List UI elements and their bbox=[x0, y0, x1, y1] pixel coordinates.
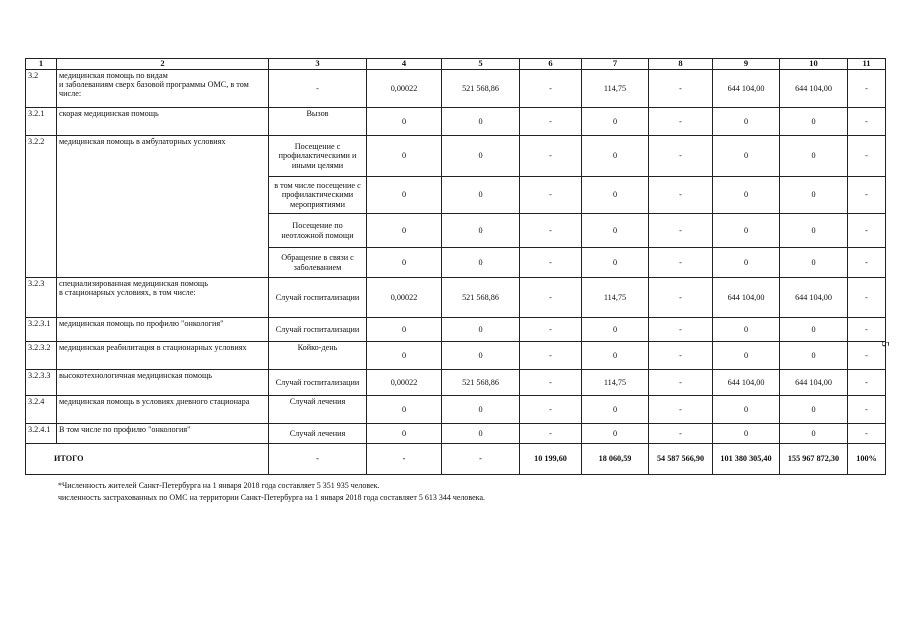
column-header: 7 bbox=[582, 59, 649, 70]
cell: 0 bbox=[713, 108, 780, 136]
cell: 0 bbox=[442, 108, 520, 136]
column-header: 3 bbox=[269, 59, 367, 70]
cell: - bbox=[520, 136, 582, 177]
row-name: медицинская помощь в условиях дневного стационара bbox=[57, 396, 269, 424]
row-code: 3.2 bbox=[26, 70, 57, 108]
row-unit: в том числе посещение с профилактическими мероприятиями bbox=[269, 177, 367, 214]
row-name: В том числе по профилю "онкология" bbox=[57, 424, 269, 444]
row-unit: Случай госпитализации bbox=[269, 278, 367, 318]
cell: 644 104,00 bbox=[780, 70, 848, 108]
cell: - bbox=[649, 214, 713, 248]
cell: 0 bbox=[713, 318, 780, 342]
cell: 0 bbox=[367, 108, 442, 136]
cell: - bbox=[649, 70, 713, 108]
row-code: 3.2.3.2 bbox=[26, 342, 57, 370]
cell: - bbox=[520, 177, 582, 214]
data-table bbox=[25, 58, 886, 475]
cell: 644 104,00 bbox=[780, 278, 848, 318]
cell: 0 bbox=[582, 108, 649, 136]
cell: - bbox=[848, 70, 886, 108]
table-row bbox=[26, 318, 886, 342]
cell: 101 380 305,40 bbox=[713, 444, 780, 475]
cell: - bbox=[520, 248, 582, 278]
cell: 0 bbox=[582, 177, 649, 214]
total-row bbox=[26, 444, 886, 475]
cell: 0 bbox=[582, 214, 649, 248]
cell: - bbox=[442, 444, 520, 475]
footnotes bbox=[58, 480, 485, 503]
cell: 0 bbox=[367, 214, 442, 248]
cell: 521 568,86 bbox=[442, 278, 520, 318]
cell: - bbox=[520, 70, 582, 108]
cell: 644 104,00 bbox=[713, 278, 780, 318]
cell: - bbox=[848, 136, 886, 177]
cell: 0 bbox=[780, 108, 848, 136]
footnote: численность застрахованных по ОМС на территории Санкт-Петербурга на 1 января 2018 года составляет 5 613 344 человека. bbox=[58, 492, 485, 502]
row-unit: Случай госпитализации bbox=[269, 318, 367, 342]
row-name: медицинская помощь по видам и заболеваниям сверх базовой программы ОМС, в том числе: bbox=[57, 70, 269, 108]
row-code: 3.2.4.1 bbox=[26, 424, 57, 444]
cell: 0,00022 bbox=[367, 70, 442, 108]
cell: 18 060,59 bbox=[582, 444, 649, 475]
table-row bbox=[26, 396, 886, 424]
cell: - bbox=[649, 318, 713, 342]
row-unit: Случай госпитализации bbox=[269, 370, 367, 396]
table-row bbox=[26, 108, 886, 136]
cell: 0,00022 bbox=[367, 370, 442, 396]
cell: - bbox=[649, 248, 713, 278]
cell: 644 104,00 bbox=[713, 370, 780, 396]
row-unit: Посещение с профилактическими и иными целями bbox=[269, 136, 367, 177]
cell: 0 bbox=[780, 136, 848, 177]
cell: 521 568,86 bbox=[442, 70, 520, 108]
column-header: 5 bbox=[442, 59, 520, 70]
cell: 10 199,60 bbox=[520, 444, 582, 475]
cell: 114,75 bbox=[582, 70, 649, 108]
cell: 644 104,00 bbox=[780, 370, 848, 396]
table-row bbox=[26, 424, 886, 444]
cell: - bbox=[848, 108, 886, 136]
row-code: 3.2.3.3 bbox=[26, 370, 57, 396]
cell: 0 bbox=[582, 248, 649, 278]
cell: 0 bbox=[367, 396, 442, 424]
cell: - bbox=[367, 444, 442, 475]
cell: 0,00022 bbox=[367, 278, 442, 318]
cell: 0 bbox=[367, 318, 442, 342]
cell: 0 bbox=[442, 177, 520, 214]
cell: - bbox=[848, 248, 886, 278]
cell: 0 bbox=[367, 342, 442, 370]
cell: - bbox=[520, 342, 582, 370]
cell: 155 967 872,30 bbox=[780, 444, 848, 475]
column-header: 6 bbox=[520, 59, 582, 70]
row-code: 3.2.1 bbox=[26, 108, 57, 136]
cell: 0 bbox=[442, 248, 520, 278]
cell: 0 bbox=[367, 177, 442, 214]
cell: 0 bbox=[780, 396, 848, 424]
cell: - bbox=[649, 370, 713, 396]
table-row bbox=[26, 370, 886, 396]
cell: - bbox=[520, 108, 582, 136]
cell: 0 bbox=[582, 424, 649, 444]
column-header: 8 bbox=[649, 59, 713, 70]
cell: - bbox=[848, 177, 886, 214]
cell: 0 bbox=[713, 396, 780, 424]
row-name: медицинская реабилитация в стационарных условиях bbox=[57, 342, 269, 370]
row-unit: Случай лечения bbox=[269, 396, 367, 424]
cell: 0 bbox=[780, 424, 848, 444]
column-header: 9 bbox=[713, 59, 780, 70]
cell: 0 bbox=[713, 248, 780, 278]
row-code: 3.2.3 bbox=[26, 278, 57, 318]
cell: 0 bbox=[780, 342, 848, 370]
column-header: 11 bbox=[848, 59, 886, 70]
column-header: 10 bbox=[780, 59, 848, 70]
row-name: высокотехнологичная медицинская помощь bbox=[57, 370, 269, 396]
cell: 0 bbox=[367, 248, 442, 278]
cell: 0 bbox=[780, 248, 848, 278]
cell: - bbox=[649, 136, 713, 177]
total-label: ИТОГО bbox=[26, 444, 269, 475]
table-row bbox=[26, 136, 886, 177]
cell: - bbox=[649, 424, 713, 444]
page-number: 5 bbox=[878, 341, 891, 347]
cell: - bbox=[649, 342, 713, 370]
cell: 0 bbox=[442, 136, 520, 177]
row-name: скорая медицинская помощь bbox=[57, 108, 269, 136]
cell: 54 587 566,90 bbox=[649, 444, 713, 475]
row-unit: Койко-день bbox=[269, 342, 367, 370]
cell: 0 bbox=[713, 136, 780, 177]
footnote: *Численность жителей Санкт-Петербурга на 1 января 2018 года составляет 5 351 935 человек. bbox=[58, 481, 380, 490]
cell: 0 bbox=[582, 136, 649, 177]
cell: 521 568,86 bbox=[442, 370, 520, 396]
cell: 644 104,00 bbox=[713, 70, 780, 108]
cell: - bbox=[848, 214, 886, 248]
row-name: медицинская помощь в амбулаторных условиях bbox=[57, 136, 269, 278]
row-unit: Вызов bbox=[269, 108, 367, 136]
cell: - bbox=[848, 278, 886, 318]
cell: 114,75 bbox=[582, 370, 649, 396]
cell: - bbox=[649, 278, 713, 318]
cell: - bbox=[649, 108, 713, 136]
table-row bbox=[26, 70, 886, 108]
cell: 100% bbox=[848, 444, 886, 475]
cell: - bbox=[520, 370, 582, 396]
row-unit: Посещение по неотложной помощи bbox=[269, 214, 367, 248]
cell: - bbox=[848, 370, 886, 396]
cell: 0 bbox=[582, 318, 649, 342]
cell: - bbox=[520, 278, 582, 318]
cell: - bbox=[848, 318, 886, 342]
cell: 0 bbox=[780, 177, 848, 214]
cell: - bbox=[649, 396, 713, 424]
cell: 0 bbox=[582, 342, 649, 370]
cell: 0 bbox=[442, 396, 520, 424]
cell: 0 bbox=[713, 342, 780, 370]
cell: 0 bbox=[713, 424, 780, 444]
row-code: 3.2.4 bbox=[26, 396, 57, 424]
row-code: 3.2.2 bbox=[26, 136, 57, 278]
row-unit: Обращение в связи с заболеванием bbox=[269, 248, 367, 278]
table-row bbox=[26, 278, 886, 318]
cell: - bbox=[520, 424, 582, 444]
cell: 0 bbox=[442, 342, 520, 370]
cell: - bbox=[520, 318, 582, 342]
cell: - bbox=[848, 424, 886, 444]
row-unit: - bbox=[269, 70, 367, 108]
cell: 0 bbox=[442, 214, 520, 248]
cell: - bbox=[848, 396, 886, 424]
cell: 0 bbox=[713, 177, 780, 214]
row-name: специализированная медицинская помощь в стационарных условиях, в том числе: bbox=[57, 278, 269, 318]
cell: - bbox=[848, 342, 886, 370]
cell: 0 bbox=[582, 396, 649, 424]
column-header: 2 bbox=[57, 59, 269, 70]
cell: - bbox=[649, 177, 713, 214]
table-row bbox=[26, 342, 886, 370]
cell: - bbox=[520, 214, 582, 248]
cell: - bbox=[269, 444, 367, 475]
row-name: медицинская помощь по профилю "онкология" bbox=[57, 318, 269, 342]
cell: 0 bbox=[442, 424, 520, 444]
cell: 114,75 bbox=[582, 278, 649, 318]
cell: 0 bbox=[713, 214, 780, 248]
header-row bbox=[26, 59, 886, 70]
column-header: 4 bbox=[367, 59, 442, 70]
cell: - bbox=[520, 396, 582, 424]
cell: 0 bbox=[367, 424, 442, 444]
cell: 0 bbox=[442, 318, 520, 342]
column-header: 1 bbox=[26, 59, 57, 70]
row-unit: Случай лечения bbox=[269, 424, 367, 444]
row-code: 3.2.3.1 bbox=[26, 318, 57, 342]
cell: 0 bbox=[367, 136, 442, 177]
cell: 0 bbox=[780, 214, 848, 248]
cell: 0 bbox=[780, 318, 848, 342]
